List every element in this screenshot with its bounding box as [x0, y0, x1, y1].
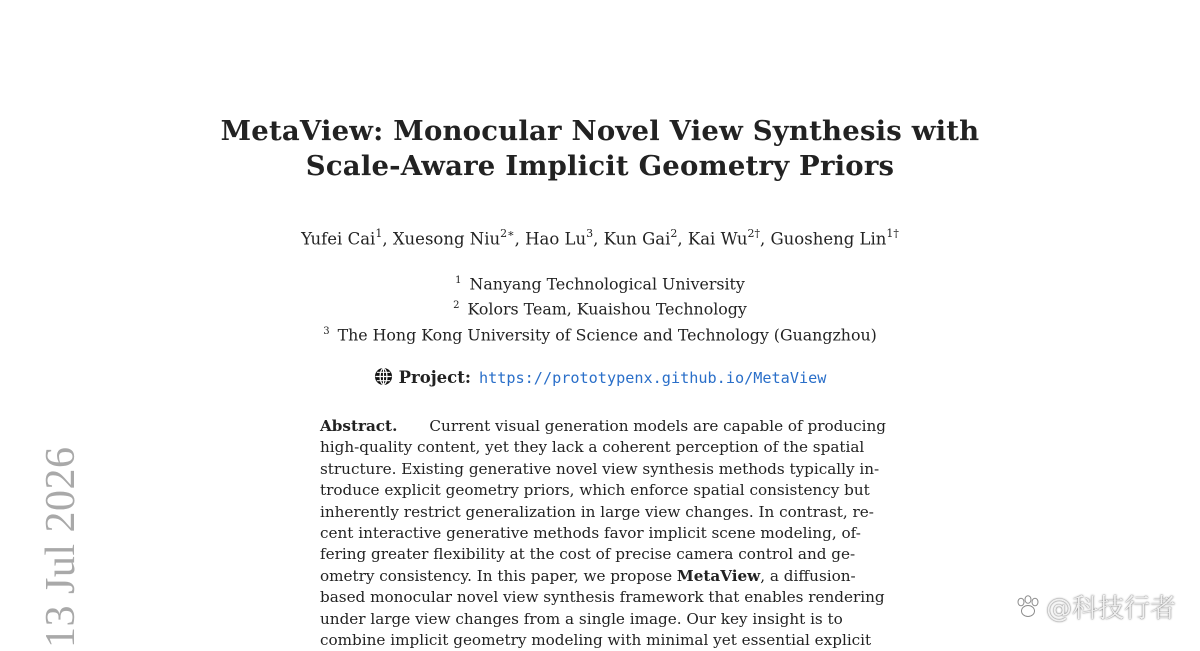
abstract-line: troduce explicit geometry priors, which enforce spatial consistency but — [320, 481, 870, 500]
author-name: Xuesong Niu — [392, 229, 501, 249]
author-name: Guosheng Lin — [770, 229, 887, 249]
watermark-text: @科技行者 — [1045, 594, 1176, 624]
author-mark: 2 — [670, 227, 678, 240]
abstract-line: high-quality content, yet they lack a coherent perception of the spatial — [320, 438, 865, 457]
method-name: MetaView — [676, 566, 761, 585]
author-mark: 2† — [747, 227, 760, 240]
author-name: Kai Wu — [687, 229, 748, 249]
abstract-line: Abstract. Current visual generation models are capable of producing — [320, 416, 886, 437]
affiliation-list — [0, 270, 1200, 346]
author-name: Kun Gai — [603, 229, 671, 249]
abstract-line: ometry consistency. In this paper, we propose MetaView, a diffusion- — [320, 566, 856, 585]
author-mark: 3 — [586, 227, 594, 240]
abstract-line: cent interactive generative methods favor implicit scene modeling, of- — [320, 524, 861, 543]
abstract-line: under large view changes from a single image. Our key insight is to — [320, 609, 843, 628]
paw-icon — [1014, 594, 1042, 620]
project-url-link[interactable]: https://prototypenx.github.io/MetaView — [478, 369, 827, 387]
affiliation-item: $^1$ Nanyang Technological University — [455, 274, 745, 294]
affiliation-item: $^3$ The Hong Kong University of Science and Technology (Guangzhou) — [323, 324, 877, 344]
globe-icon — [374, 367, 393, 390]
author-mark: 1† — [886, 227, 899, 240]
abstract-line: combine implicit geometry modeling with minimal yet essential explicit — [320, 631, 872, 650]
abstract-line: structure. Existing generative novel view synthesis methods typically in- — [320, 459, 880, 478]
abstract-line: inherently restrict generalization in large view changes. In contrast, re- — [320, 502, 874, 521]
title-line-2: Scale-Aware Implicit Geometry Priors — [305, 150, 895, 182]
abstract-line: fering greater flexibility at the cost of precise camera control and ge- — [320, 545, 856, 564]
author-name: Yufei Cai — [301, 229, 376, 249]
title-line-1: MetaView: Monocular Novel View Synthesis with — [220, 115, 980, 147]
affiliation-item: $^2$ Kolors Team, Kuaishou Technology — [453, 299, 747, 319]
author-mark: 1 — [375, 227, 383, 240]
author-mark: 2∗ — [500, 227, 515, 240]
arxiv-side-date: 13 Jul 2026 — [38, 446, 84, 648]
author-list: Yufei Cai$^1$, Xuesong Niu$^{2∗}$, Hao Lu$^3$, Kun Gai$^2$, Kai $Wu^{2\dagger}$, Guosheng Lin$^{1\dagger}$ — [301, 227, 899, 249]
project-label: Project: — [398, 368, 471, 387]
abstract-section — [320, 416, 886, 651]
abstract-heading: Abstract. — [320, 417, 398, 435]
author-name: Hao Lu — [525, 229, 587, 249]
paper-title — [0, 114, 1200, 184]
watermark — [1014, 588, 1176, 625]
abstract-line: based monocular novel view synthesis framework that enables rendering — [320, 588, 885, 607]
project-line — [0, 367, 1200, 390]
